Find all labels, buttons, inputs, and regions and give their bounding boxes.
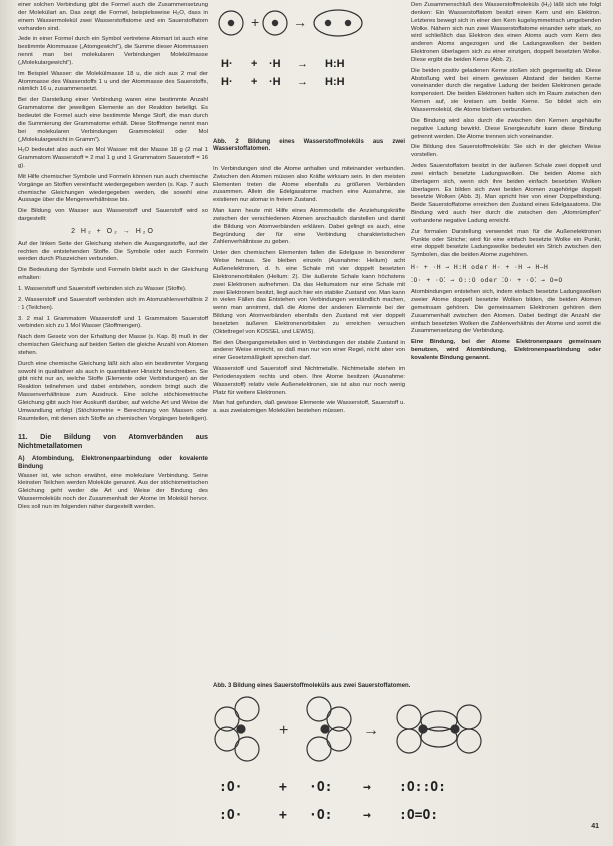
paragraph: Im Beispiel Wasser: die Molekülmasse 18 u, die sich aus 2 mal der Atommasse des Wasserstoffs 1 u und der Atommasse des Sauerstoffs, nämlich 16 u, zusammensetzt. — [18, 70, 208, 93]
paragraph: Man hat gefunden, daß gewisse Elemente wie Wasserstoff, Sauerstoff u. a. aus zweiatomigen Molekülen bestehen müssen. — [213, 400, 405, 415]
paragraph: Die Bindung wird also durch die zwischen den Kernen angehäufte negative Ladung bewirkt. Diese Energiezufuhr kann diese Bindung getrennt werden. Die Atome trennen sich voneinander. — [411, 117, 601, 140]
arrow-icon: → — [297, 58, 308, 70]
paragraph: Die Bildung von Wasser aus Wasserstoff und Sauerstoff wird so dargestellt: — [18, 208, 208, 223]
oxygen-figure-block — [213, 683, 601, 838]
arrow-icon: → — [297, 76, 308, 88]
paragraph: Unter den chemischen Elementen fallen die Edelgase in besonderer Weise heraus. Sie bleiben einzeln (Ausnahme: Helium) acht Außenelektronen, d. h. eine Schale mit vier doppelt besetzten Elektronenorbitalen (Helium: 2). Die äußerste Schale kann höchstens zwei Elektronen aufnehmen. Da das Heliumatom nur eine Schale mit zwei Elektronen besitzt, liegt auch hier ein stabiler Zustand vor. Man kann in vielen Fällen das Entstehen von Verbindungen verständlich machen, wenn man annimmt, daß die Atome der anderen Elemente bei der Bildung von Atomverbänden ebenfalls den Zustand mit vier doppelt besetzten äußeren Elektronenorbitalen zu erreichen versuchen (Oktettregel von KOSSEL und LEWIS). — [213, 250, 405, 335]
formula-symbol: :O· — [219, 779, 243, 795]
svg-text:→: → — [293, 14, 307, 30]
paragraph: Die Bedeutung der Symbole und Formeln bleibt auch in der Gleichung erhalten: — [18, 267, 208, 282]
svg-text:+: + — [251, 14, 260, 30]
paragraph: Jedes Sauerstoffatom besitzt in der äußeren Schale zwei doppelt und zwei einfach besetzte Ladungswolken. Die beiden Atome sich überlagern sich, wenn sich ihre beiden einfach besetzten Wolken überlagern. Es bilden sich zwei beiden Atomen zugehörige doppelt besetzte Wolken (Abb. 3). Man spricht hier von einer Doppelbindung. Beide Sauerstoffatome erreichen den Zustand eines Edelgasatoms. Die Bindung wird auch hier durch die zwischen den „Atomrümpfen“ vorhandene negative Ladung erreicht. — [411, 163, 601, 224]
paragraph: Nach dem Gesetz von der Erhaltung der Masse (s. Kap. 8) muß in der chemischen Gleichung auf beiden Seiten die gleiche Anzahl von Atomen stehen. — [18, 334, 208, 356]
formula-symbol: ·O: — [309, 807, 333, 823]
formula-symbol: ·O: — [309, 779, 333, 795]
hydrogen-atom-circle — [219, 11, 243, 35]
column-left — [18, 2, 208, 515]
paragraph: Atombindungen entstehen sich, indem einfach besetzte Ladungswolken zweier Atome doppelt besetzte Wolken bilden, die beiden Atomen gemeinsam gehören. Die gemeinsamen Elektronen gehören dem Zusammenhalt zwischen den Atomen. Dabei bedingt die Anzahl der einfach besetzten Wolken die Zahlenverhältnis der Atome und somit die Zusammensetzung der Verbindung. — [411, 289, 601, 335]
svg-text:→: → — [363, 721, 379, 739]
reaction-equation: 2 H₂ + O₂ → H₂O — [71, 227, 155, 235]
hydrogen-molecule-shape — [314, 10, 362, 36]
paragraph: Man kann heute mit Hilfe eines Atommodells die Anziehungskräfte zwischen der verschiedenen Atomen anschaulich darstellen und damit die Bildung von Atomverbänden erklären. Dabei gelingt es auch, eine Begründung der für eine Verbindung charakteristischen Zahlenverhältnisse zu geben. — [213, 208, 405, 246]
paragraph: Bei den Übergangsmetallen wird in Verbindungen der stabile Zustand in anderer Weise erreicht, so daß man nur von einer Regel, nicht aber von einer Gesetzmäßigkeit sprechen darf. — [213, 339, 405, 362]
formula-symbol: :O· — [219, 807, 243, 823]
formula-symbol: H· — [221, 58, 233, 70]
paragraph: Jede in einer Formel durch ein Symbol vertretene Atomart ist auch eine bestimmte Atommasse („Atomgewicht“), die Summe dieser Atommassen nennt man bei molekularen Verbindungen Molekülmasse („Molekulargewicht“). — [18, 36, 208, 66]
oxygen-molecule-orbitals — [397, 705, 481, 753]
paragraph: Mit Hilfe chemischer Symbole und Formeln können nun auch chemische Vorgänge an Stoffen vereinfacht wiedergegeben werden (s. Kap. 7 auch chemische Gleichungen wiedergegeben werden, die sowohl eine Aussage über die Mengenverhältnisse bis. — [18, 173, 208, 204]
oxygen-atom-orbitals — [215, 697, 259, 761]
list-item: 1. Wasserstoff und Sauerstoff verbinden sich zu Wasser (Stoffe). — [18, 286, 187, 292]
paragraph: Den Zusammenschluß des Wasserstoffmoleküls (H₂) läßt sich wie folgt denken: Ein Wasserstoffatom besitzt einen Kern und ein Elektron. Letzteres bewegt sich in einer den Kern kugelsymmetrisch umgebenden Wolke. Nähern sich nun zwei Wasserstoffatome einander sehr stark, so wird schließlich das Elektron des einen Atoms auch vom Kern des anderen Atoms angezogen und die Ladungswolken der beiden Elektronen überlagern sich zu einer einzigen, doppelt besetzten Wolke. Diese ergibt die beiden Kerne (Abb. 2). — [411, 2, 601, 63]
oxygen-molecule-figure — [213, 695, 601, 833]
plus-sign: + — [279, 807, 287, 823]
subsection-heading: A) Atombindung, Elektronenpaarbindung oder kovalente Bindung — [18, 454, 208, 470]
formula-symbol: ·H — [269, 58, 281, 70]
section-heading: 11. Die Bildung von Atomverbänden aus Nichtmetallatomen — [18, 431, 208, 450]
lewis-formula: H· + ·H → H:H oder H· + ·H → H–H — [411, 264, 549, 272]
plus-sign: + — [279, 779, 287, 795]
plus-sign: + — [251, 76, 258, 88]
arrow-icon: → — [363, 807, 371, 823]
paragraph: Zur formalen Darstellung verwendet man für die Außenelektronen Punkte oder Striche; wird für eine einfach besetzte Wolke ein Punkt, eine doppelt besetzte Ladungswolke bedeutet ein Strich zwischen den Symbolen, das die beiden Atome zugehören. — [411, 228, 601, 259]
plus-sign: + — [251, 58, 258, 70]
definition-paragraph: Eine Bindung, bei der Atome Elektronenpaare gemeinsam benutzen, wird Atombindung, Elektronenpaarbindung oder kovalente Bindung genannt. — [411, 339, 601, 361]
formula-symbol: ·H — [269, 76, 281, 88]
svg-text:+: + — [279, 721, 289, 739]
column-middle — [213, 3, 405, 419]
formula-symbol: :O=O: — [399, 807, 439, 823]
formula-symbol: H:H — [325, 58, 345, 70]
figure-caption: Abb. 3 Bildung eines Sauerstoffmoleküls aus zwei Sauerstoffatomen. — [213, 683, 411, 689]
page-number: 41 — [591, 823, 599, 830]
paragraph: einer solchen Verbindung gibt die Formel auch die Zusammensetzung der Molekülart an. Das zeigt die Formel, beispielsweise H₂O, dass in einem Wassermolekül zwei Wasserstoffatome und ein Sauerstoffatom vorhanden sind. — [18, 2, 208, 32]
paragraph: Wasserstoff und Sauerstoff sind Nichtmetalle. Nichtmetalle stehen im Periodensystem rechts und oben. Ihre Atome besitzen (Ausnahme: Wasserstoff) relativ viele Außenelektronen, sie ist also nur noch wenig Platz für weitere Elektronen. — [213, 366, 405, 396]
formula-symbol: H· — [221, 76, 233, 88]
column-right — [411, 2, 601, 366]
arrow-icon: → — [363, 779, 371, 795]
paragraph: Bei der Darstellung einer Verbindung waren eine bestimmte Anzahl Grammatome der jeweiligen Elemente an der Reaktion beteiligt. Es bedeutet die Formel auch eine bestimmte Menge Stoff, die man durch die Summierung der Grammatome erhält. Diese Stoffmenge nennt man bei molekularen Verbindungen Grammolekül oder Mol („Molekulargewicht in Gramm“). — [18, 97, 208, 143]
paragraph: Wasser ist, wie schon erwähnt, eine molekulare Verbindung. Seine kleinsten Teilchen werden Moleküle genannt. Aus der stöchiometrischen Gleichung geht weder die Art und Weise der Bindung des Wassermoleküls noch der Zusammenhalt der Atome im Molekül hervor. Dies soll nun im folgenden näher dargestellt werden. — [18, 472, 208, 510]
figure-caption: Abb. 2 Bildung eines Wasserstoffmoleküls aus zwei Wasserstoffatomen. — [213, 138, 405, 153]
paragraph: Die beiden positiv geladenen Kerne stoßen sich gegenseitig ab. Diese Abstoßung wird bei einem gewissen Abstand der beiden Kerne voneinander durch die negative Ladung der beiden Elektronen gerade kompensiert. Die beiden Elektronen halten sich im Raum zwischen den Kernen auf, sie kreisen um beide Kerne. So bildet sich ein Wassermolekül, die Atome bleiben verbunden. — [411, 67, 601, 113]
list-item: 2. Wasserstoff und Sauerstoff verbinden sich im Atomzahlenverhältnis 2 : 1 (Teilchen). — [18, 296, 208, 311]
hydrogen-atom-circle — [263, 11, 287, 35]
paragraph: In Verbindungen sind die Atome anhalten und miteinander verbunden. Zwischen den Atomen müssen also Kräfte wirksam sein. In den meisten Elementen treten die Atome ebenfalls zu größeren Verbänden zusammen. Allein die Edelgasatome machen eine Ausnahme, sie existieren nur atomar in freiem Zustand. — [213, 165, 405, 204]
lewis-formula: ⁚O· + ·O⁚ → O::O oder ⁚O· + ·O⁚ → O=O — [411, 277, 563, 285]
paragraph: Auf der linken Seite der Gleichung stehen die Ausgangsstoffe, auf der rechten die entstehenden Stoffe. Die Symbole oder auch Formeln werden durch Pluszeichen verbunden. — [18, 240, 208, 263]
list-item: 3. 2 mal 1 Grammatom Wasserstoff und 1 Grammatom Sauerstoff verbinden sich zu 1 Mol Wasser (Stoffmengen). — [18, 315, 208, 330]
oxygen-atom-orbitals — [307, 697, 351, 761]
formula-symbol: :O::O: — [399, 779, 446, 795]
paragraph: Durch eine chemische Gleichung läßt sich also ein bestimmter Vorgang sowohl in qualitativer als auch in quantitativer Hinsicht beschreiben. Sie gibt nicht nur an, welche Stoffe (Elemente oder Verbindungen) an der Reaktion teilnehmen und dabei entstehen, sondern bringt auch die Massenverhältnisse zum Ausdruck. Eine solche stöchiometrische Gleichung gibt auch hier Auskunft darüber, auf welche Art und Weise die Umwandlung erfolgt (Stöchiometrie = Berechnung von Massen oder Raumteilen, mit denen sich Stoffe an chemischen Vorgängen beteiligen). — [18, 360, 208, 422]
paragraph: H₂O bedeutet also auch ein Mol Wasser mit der Masse 18 g (2 mal 1 Grammatom Wasserstoff = 2 mal 1 g und 1 Grammatom Sauerstoff = 16 g). — [18, 147, 208, 170]
hydrogen-molecule-figure — [213, 5, 405, 130]
paragraph: Die Bildung des Sauerstoffmoleküls: Sie sich in der gleichen Weise vorstellen. — [411, 144, 601, 159]
formula-symbol: H:H — [325, 76, 345, 88]
